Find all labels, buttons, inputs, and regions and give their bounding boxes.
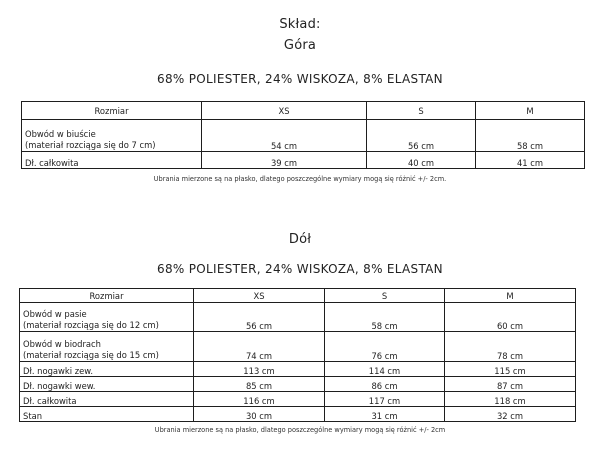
row-label: Dł. nogawki zew. <box>20 362 194 377</box>
cell-s: 76 cm <box>325 332 445 362</box>
cell-xs: 74 cm <box>194 332 325 362</box>
top-size-table <box>21 101 585 169</box>
cell-m: 78 cm <box>445 332 576 362</box>
top-measurement-note: Ubrania mierzone są na płasko, dlatego poszczególne wymiary mogą się różnić +/- 2cm. <box>153 175 447 183</box>
top-header-row <box>22 102 585 120</box>
cell-xs: 113 cm <box>194 362 325 377</box>
bottom-header-row <box>20 289 576 303</box>
bottom-composition: 68% POLIESTER, 24% WISKOZA, 8% ELASTAN <box>157 262 443 276</box>
cell-m: 118 cm <box>445 392 576 407</box>
table-row <box>20 377 576 392</box>
bottom-size-table <box>19 288 576 422</box>
bottom-section-title: Dół <box>288 232 312 247</box>
cell-m: 87 cm <box>445 377 576 392</box>
table-row <box>20 407 576 422</box>
table-row <box>20 362 576 377</box>
cell-m: 58 cm <box>476 120 585 152</box>
table-row <box>20 392 576 407</box>
cell-m: 41 cm <box>476 152 585 169</box>
bottom-header-xs: XS <box>194 289 325 303</box>
row-label-line: (materiał rozciąga się do 15 cm) <box>23 350 159 360</box>
cell-s: 31 cm <box>325 407 445 422</box>
table-row <box>22 152 585 169</box>
cell-xs: 30 cm <box>194 407 325 422</box>
table-row <box>22 120 585 152</box>
top-header-m: M <box>476 102 585 120</box>
cell-s: 40 cm <box>367 152 476 169</box>
bottom-header-s: S <box>325 289 445 303</box>
cell-xs: 116 cm <box>194 392 325 407</box>
cell-xs: 56 cm <box>194 303 325 332</box>
row-label-line: (materiał rozciąga się do 12 cm) <box>23 320 159 330</box>
cell-m: 60 cm <box>445 303 576 332</box>
cell-m: 115 cm <box>445 362 576 377</box>
bottom-header-m: M <box>445 289 576 303</box>
top-header-s: S <box>367 102 476 120</box>
row-label-line: Obwód w biodrach <box>23 339 101 349</box>
table-row <box>20 332 576 362</box>
row-label-line: (materiał rozciąga się do 7 cm) <box>25 140 156 150</box>
cell-s: 58 cm <box>325 303 445 332</box>
cell-s: 114 cm <box>325 362 445 377</box>
cell-xs: 54 cm <box>202 120 367 152</box>
bottom-header-size: Rozmiar <box>20 289 194 303</box>
cell-xs: 85 cm <box>194 377 325 392</box>
top-section-title: Góra <box>283 38 317 53</box>
cell-xs: 39 cm <box>202 152 367 169</box>
row-label <box>20 303 194 332</box>
bottom-measurement-note: Ubrania mierzone są na płasko, dlatego poszczególne wymiary mogą się różnić +/- 2cm <box>154 426 446 434</box>
row-label <box>22 120 202 152</box>
cell-s: 86 cm <box>325 377 445 392</box>
composition-heading: Skład: <box>279 17 321 32</box>
cell-m: 32 cm <box>445 407 576 422</box>
row-label: Dł. całkowita <box>20 392 194 407</box>
row-label-line: Obwód w pasie <box>23 309 87 319</box>
row-label: Stan <box>20 407 194 422</box>
top-header-xs: XS <box>202 102 367 120</box>
table-row <box>20 303 576 332</box>
row-label: Dł. całkowita <box>22 152 202 169</box>
row-label: Dł. nogawki wew. <box>20 377 194 392</box>
top-header-size: Rozmiar <box>22 102 202 120</box>
top-composition: 68% POLIESTER, 24% WISKOZA, 8% ELASTAN <box>157 72 443 86</box>
cell-s: 56 cm <box>367 120 476 152</box>
cell-s: 117 cm <box>325 392 445 407</box>
row-label-line: Obwód w biuście <box>25 129 96 139</box>
row-label <box>20 332 194 362</box>
